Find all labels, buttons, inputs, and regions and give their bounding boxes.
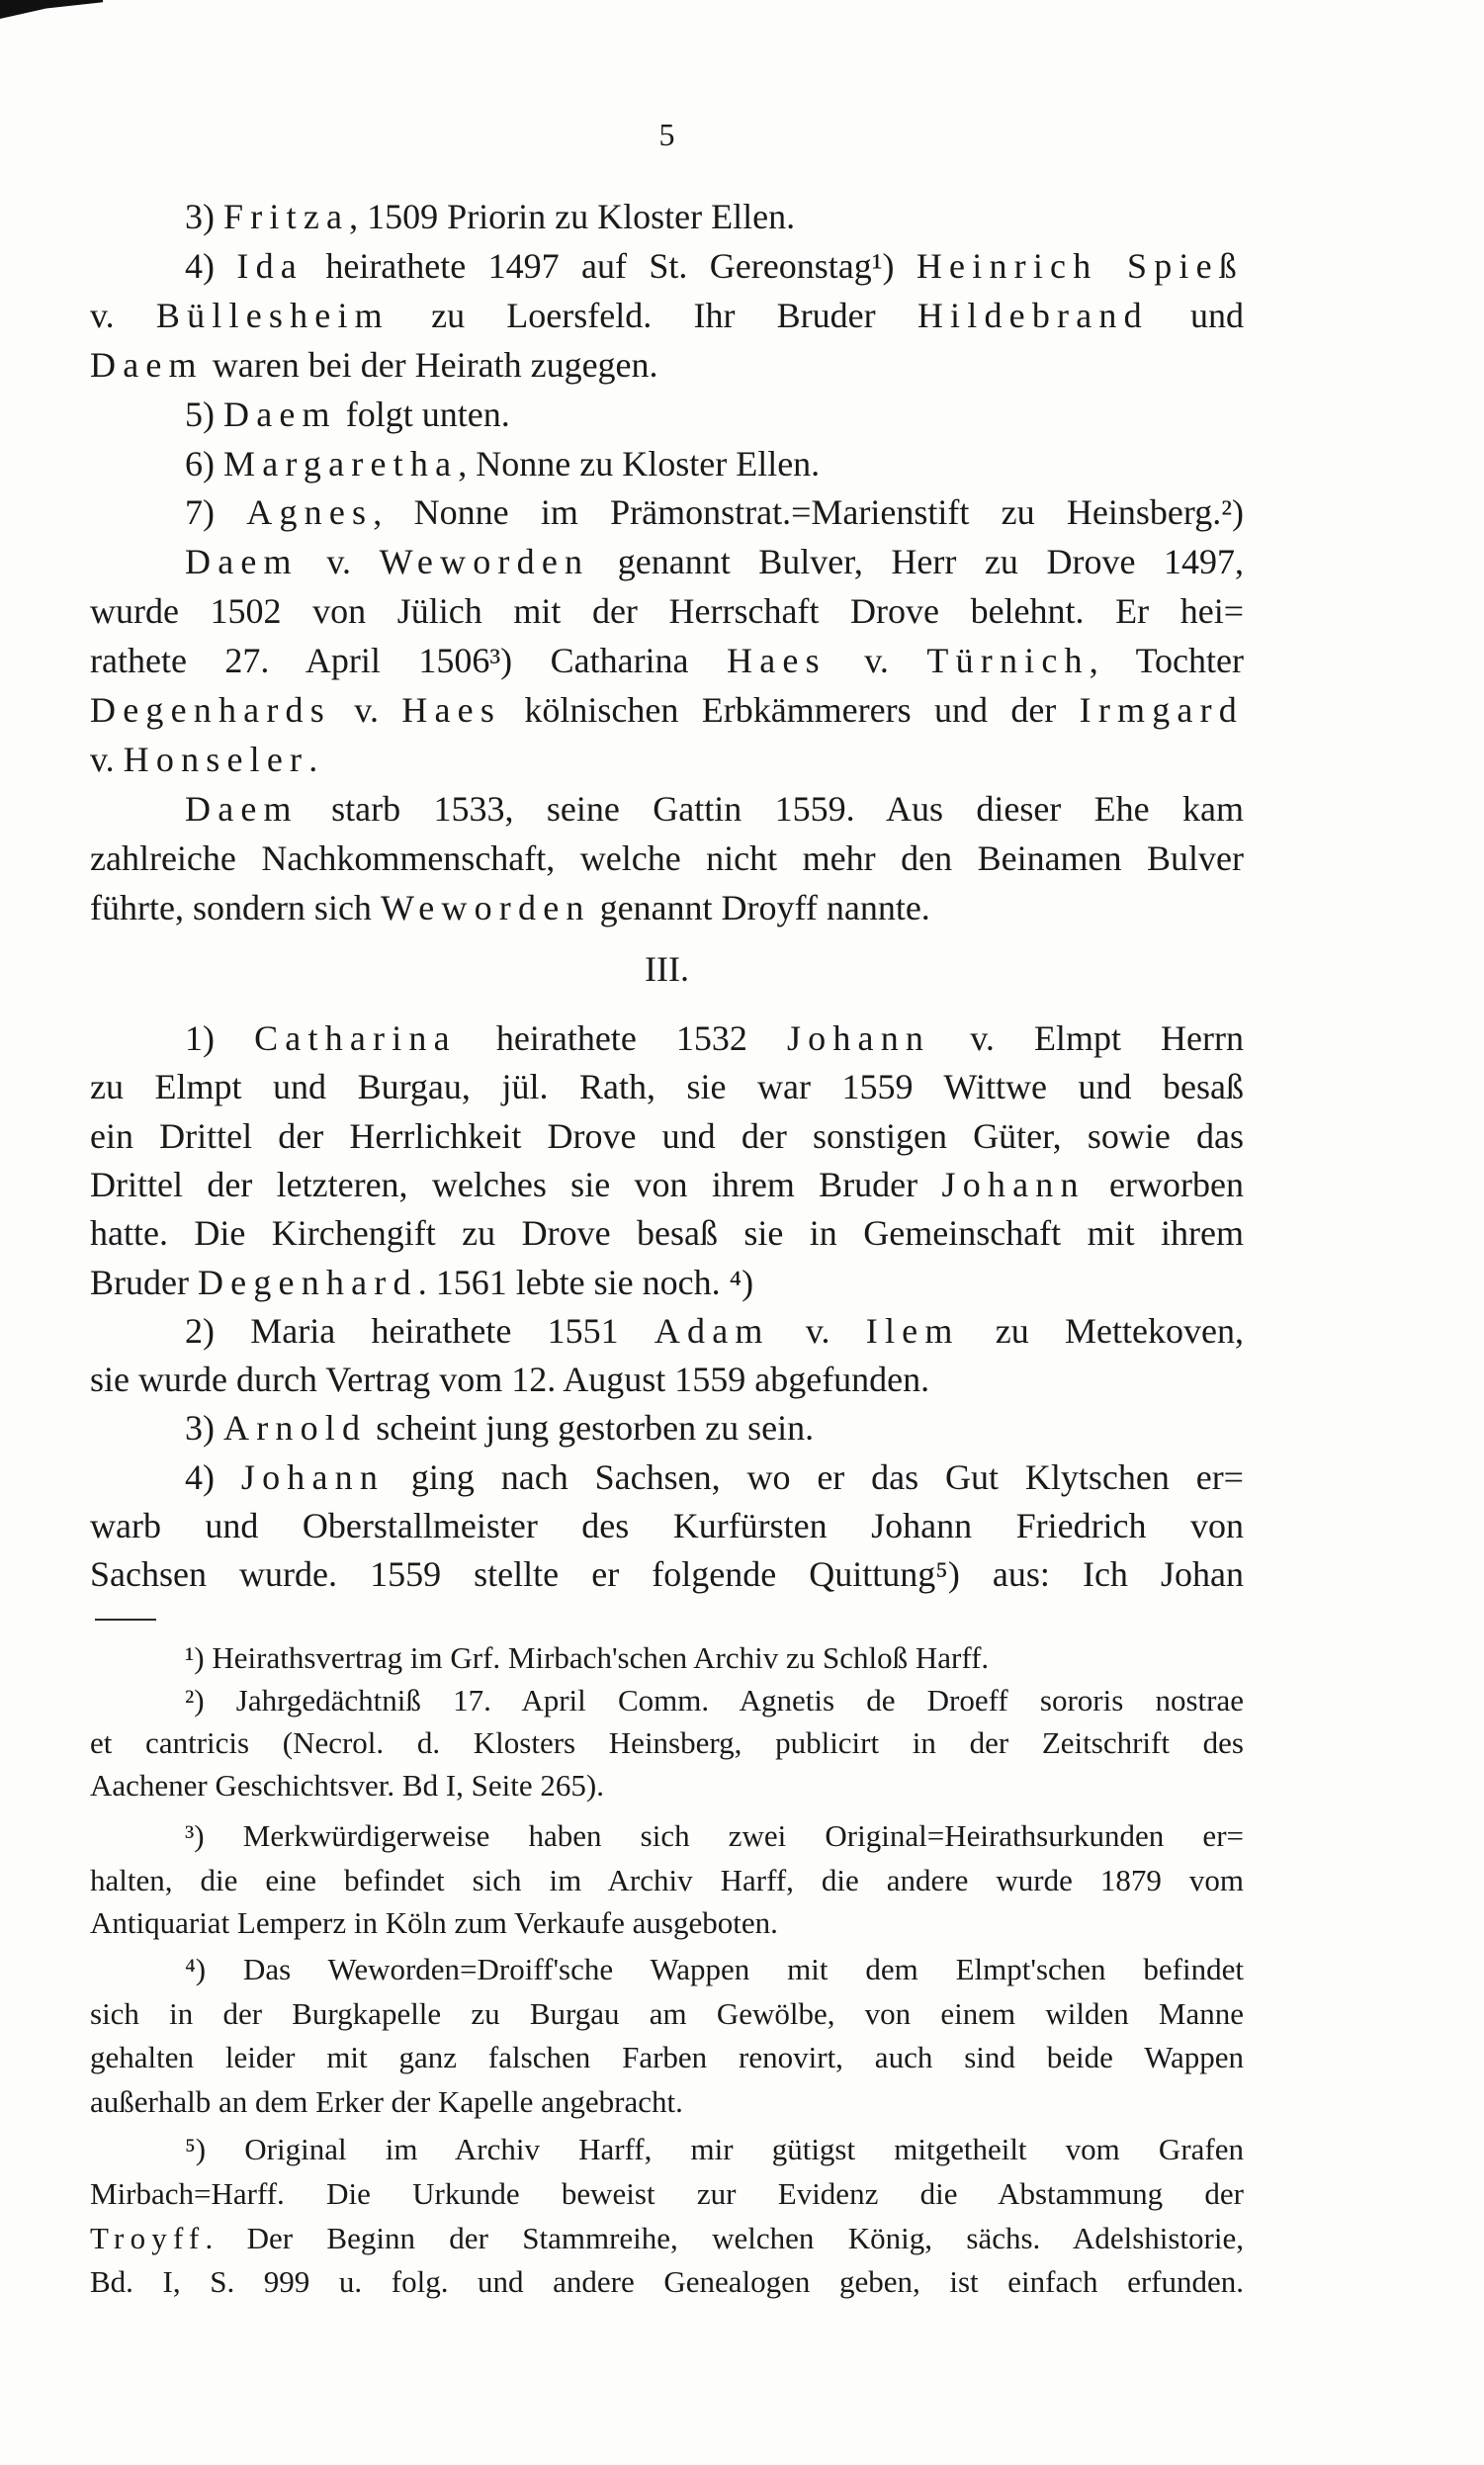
- text-segment: erworben: [1085, 1165, 1244, 1204]
- page-number: 5: [658, 117, 675, 152]
- text-segment: Antiquariat Lemperz in Köln zum Verkaufe ausgeboten.: [90, 1905, 778, 1940]
- text-segment: starb 1533, seine Gattin 1559. Aus dieser Ehe kam: [298, 789, 1244, 829]
- text-segment: warb und Oberstallmeister des Kurfürsten Johann Friedrich von: [90, 1506, 1244, 1545]
- body-line: [90, 834, 1244, 883]
- spaced-name: Fritza: [223, 197, 350, 236]
- spaced-name: Haes: [727, 641, 827, 680]
- body-line: [185, 241, 1244, 291]
- text-segment: v.: [90, 296, 156, 335]
- body-line: [90, 1549, 1244, 1599]
- scan-smudge: [0, 0, 103, 19]
- text-segment: außerhalb an dem Erker der Kapelle angebracht.: [90, 2084, 683, 2119]
- body-line: [185, 487, 1244, 537]
- text-segment: Sachsen wurde. 1559 stellte er folgende Quittung⁵) aus: Ich Johan: [90, 1554, 1244, 1594]
- text-segment: v.: [769, 1311, 866, 1351]
- text-segment: scheint jung gestorben zu sein.: [367, 1408, 815, 1448]
- footnote-line: [185, 1814, 1244, 1858]
- spaced-name: Irmgard: [1079, 690, 1244, 730]
- body-line: [90, 1501, 1244, 1550]
- body-line: [90, 1062, 1244, 1111]
- footnote-line: [185, 1948, 1244, 1991]
- text-segment: zu Mettekoven,: [959, 1311, 1244, 1351]
- body-line: [185, 537, 1244, 586]
- text-segment: heirathete 1497 auf St. Gereonstag¹): [303, 246, 917, 286]
- footnote-line: [90, 2260, 1244, 2304]
- body-line: [185, 784, 1244, 834]
- text-segment: 7): [185, 492, 247, 532]
- text-segment: wurde 1502 von Jülich mit der Herrschaft Drove belehnt. Er hei=: [90, 591, 1244, 631]
- footnote-rule: [95, 1619, 156, 1621]
- text-segment: 4): [185, 246, 237, 286]
- spaced-name: Catharina: [254, 1018, 457, 1058]
- footnote-line: [90, 2036, 1244, 2079]
- spaced-name: Johann: [786, 1018, 931, 1058]
- body-line: [185, 1013, 1244, 1063]
- spaced-name: Türnich: [926, 641, 1090, 680]
- text-segment: zu Loersfeld. Ihr Bruder: [389, 296, 917, 335]
- text-segment: Mirbach=Harff. Die Urkunde beweist zur Evidenz die Abstammung der: [90, 2176, 1244, 2211]
- footnote-line: [90, 1859, 1244, 1902]
- spaced-name: Ida: [236, 246, 304, 286]
- footnote-line: [90, 1992, 1244, 2036]
- spaced-name: Daem: [90, 345, 204, 385]
- text-segment: waren bei der Heirath zugegen.: [203, 345, 658, 385]
- text-segment: und: [1148, 296, 1245, 335]
- text-segment: ¹) Heirathsvertrag im Grf. Mirbach'schen Archiv zu Schloß Harff.: [185, 1640, 990, 1675]
- section-heading: III.: [645, 949, 689, 989]
- spaced-name: Margaretha: [223, 444, 459, 484]
- spaced-name: Degenhard: [197, 1263, 418, 1302]
- spaced-name: Weworden: [379, 542, 590, 581]
- footnote-line: [90, 1764, 1244, 1807]
- body-line: [185, 1453, 1244, 1502]
- spaced-name: Weworden: [380, 888, 591, 927]
- text-segment: . 1561 lebte sie noch. ⁴): [417, 1263, 754, 1302]
- spaced-name: Adam: [654, 1311, 770, 1351]
- text-segment: ein Drittel der Herrlichkeit Drove und der sonstigen Güter, sowie das: [90, 1116, 1244, 1156]
- text-segment: 3): [185, 1408, 223, 1448]
- text-segment: , 1509 Priorin zu Kloster Ellen.: [349, 197, 796, 236]
- text-segment: Aachener Geschichtsver. Bd I, Seite 265).: [90, 1768, 604, 1803]
- spaced-name: Johann: [941, 1165, 1086, 1204]
- text-segment: halten, die eine befindet sich im Archiv Harff, die andere wurde 1879 vom: [90, 1863, 1244, 1897]
- body-line: [90, 1160, 1244, 1209]
- text-segment: ging nach Sachsen, wo er das Gut Klytschen er=: [385, 1457, 1244, 1497]
- body-line: [90, 735, 1244, 784]
- text-segment: genannt Droyff nannte.: [590, 888, 930, 927]
- text-segment: .: [308, 740, 318, 779]
- spaced-name: Haes: [401, 690, 502, 730]
- text-segment: genannt Bulver, Herr zu Drove 1497,: [589, 542, 1244, 581]
- body-line: [90, 1208, 1244, 1258]
- footnote-line: [90, 1721, 1244, 1765]
- text-segment: folgt unten.: [336, 395, 510, 434]
- spaced-name: Degenhards: [90, 690, 331, 730]
- text-segment: , Nonne zu Kloster Ellen.: [458, 444, 821, 484]
- text-segment: sich in der Burgkapelle zu Burgau am Gewölbe, von einem wilden Manne: [90, 1996, 1244, 2031]
- text-segment: 1): [185, 1018, 255, 1058]
- footnote-line: [185, 1636, 1244, 1680]
- spaced-name: Daem: [223, 395, 337, 434]
- text-segment: ³) Merkwürdigerweise haben sich zwei Original=Heirathsurkunden er=: [185, 1818, 1244, 1853]
- spaced-name: Agnes: [246, 492, 374, 532]
- body-line: [90, 636, 1244, 685]
- text-segment: . Der Beginn der Stammreihe, welchen König, sächs. Adelshistorie,: [205, 2221, 1244, 2255]
- body-line: [90, 1258, 1244, 1307]
- text-segment: v.: [90, 740, 124, 779]
- body-line: [185, 439, 1244, 488]
- body-line: [90, 1355, 1244, 1404]
- text-segment: kölnischen Erbkämmerers und der: [501, 690, 1080, 730]
- spaced-name: Ilem: [865, 1311, 960, 1351]
- body-line: [90, 883, 1244, 932]
- text-segment: v.: [298, 542, 380, 581]
- text-segment: gehalten leider mit ganz falschen Farben renovirt, auch sind beide Wappen: [90, 2040, 1244, 2074]
- text-segment: ²) Jahrgedächtniß 17. April Comm. Agnetis de Droeff sororis nostrae: [185, 1683, 1244, 1717]
- body-line: [90, 586, 1244, 636]
- footnote-line: [185, 1679, 1244, 1722]
- body-line: [185, 390, 1244, 439]
- spaced-name: Hildebrand: [917, 296, 1149, 335]
- text-segment: heirathete 1532: [456, 1018, 787, 1058]
- body-line: [185, 1306, 1244, 1356]
- text-segment: v.: [826, 641, 927, 680]
- text-segment: ⁵) Original im Archiv Harff, mir gütigst mitgetheilt vom Grafen: [185, 2132, 1244, 2166]
- text-segment: 2) Maria heirathete 1551: [185, 1311, 655, 1351]
- text-segment: zahlreiche Nachkommenschaft, welche nicht mehr den Beinamen Bulver: [90, 838, 1244, 878]
- spaced-name: Daem: [185, 789, 299, 829]
- text-segment: hatte. Die Kirchengift zu Drove besaß sie in Gemeinschaft mit ihrem: [90, 1213, 1244, 1253]
- footnote-line: [90, 2080, 1244, 2124]
- body-line: [185, 1403, 1244, 1453]
- footnote-line: [185, 2128, 1244, 2171]
- text-segment: v. Elmpt Herrn: [930, 1018, 1244, 1058]
- text-segment: 4): [185, 1457, 241, 1497]
- text-segment: Bruder: [90, 1263, 198, 1302]
- spaced-name: Johann: [240, 1457, 386, 1497]
- body-line: [90, 291, 1244, 340]
- footnote-line: [90, 2217, 1244, 2260]
- body-line: [90, 340, 1244, 390]
- text-segment: , Nonne im Prämonstrat.=Marienstift zu Heinsberg.²): [373, 492, 1244, 532]
- text-segment: ⁴) Das Weworden=Droiff'sche Wappen mit dem Elmpt'schen befindet: [185, 1952, 1244, 1986]
- spaced-name: Daem: [185, 542, 299, 581]
- text-segment: v.: [330, 690, 402, 730]
- spaced-name: Troyff: [90, 2221, 206, 2255]
- text-segment: Bd. I, S. 999 u. folg. und andere Genealogen geben, ist einfach erfunden.: [90, 2264, 1244, 2299]
- spaced-name: Honseler: [123, 740, 309, 779]
- text-segment: sie wurde durch Vertrag vom 12. August 1559 abgefunden.: [90, 1360, 930, 1399]
- text-segment: 6): [185, 444, 223, 484]
- footnote-line: [90, 1901, 1244, 1945]
- spaced-name: Büllesheim: [155, 296, 390, 335]
- body-line: [90, 685, 1244, 735]
- text-segment: 5): [185, 395, 223, 434]
- text-segment: zu Elmpt und Burgau, jül. Rath, sie war 1559 Wittwe und besaß: [90, 1067, 1244, 1106]
- body-line: [90, 1111, 1244, 1161]
- text-segment: 3): [185, 197, 223, 236]
- spaced-name: Heinrich Spieß: [916, 246, 1244, 286]
- text-segment: rathete 27. April 1506³) Catharina: [90, 641, 728, 680]
- text-segment: Drittel der letzteren, welches sie von ihrem Bruder: [90, 1165, 942, 1204]
- footnote-line: [90, 2172, 1244, 2216]
- text-segment: et cantricis (Necrol. d. Klosters Heinsberg, publicirt in der Zeitschrift des: [90, 1725, 1244, 1760]
- body-line: [185, 192, 1244, 241]
- text-segment: führte, sondern sich: [90, 888, 381, 927]
- spaced-name: Arnold: [223, 1408, 368, 1448]
- text-segment: , Tochter: [1089, 641, 1244, 680]
